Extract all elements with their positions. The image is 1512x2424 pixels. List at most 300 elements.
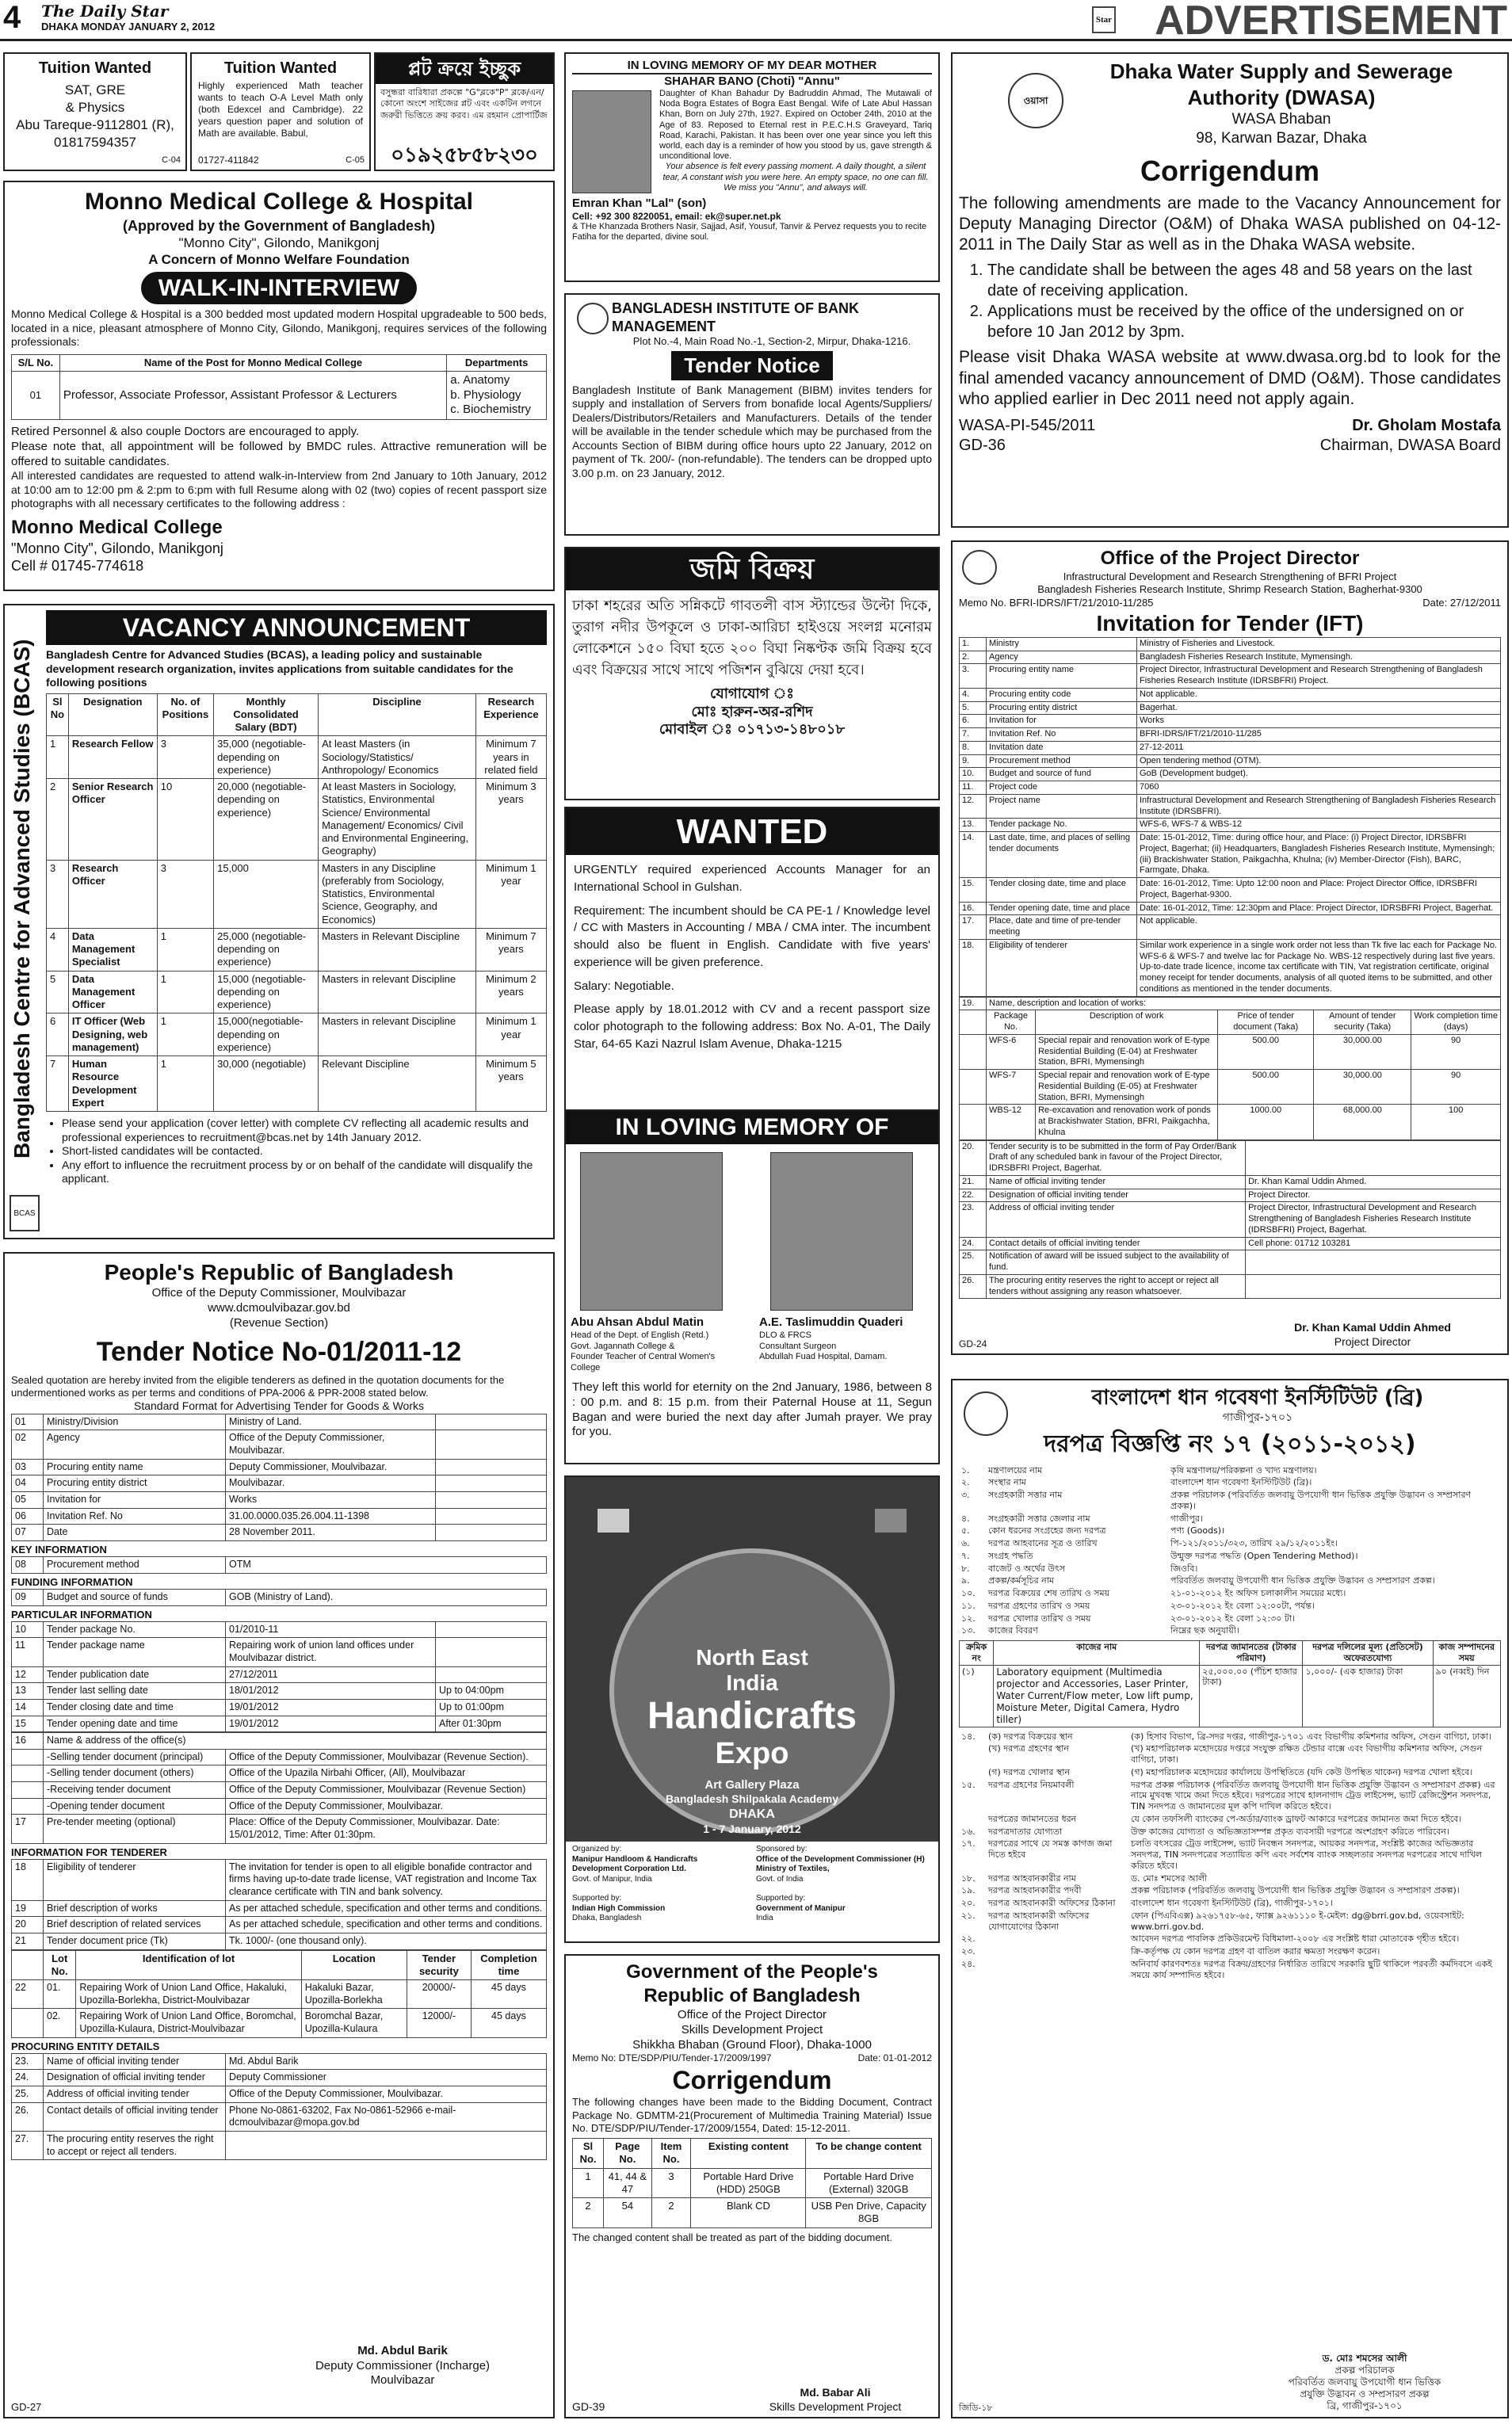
td: Masters in relevant Discipline: [319, 971, 476, 1013]
td: Masters in relevant Discipline: [319, 1013, 476, 1056]
td: Masters in Relevant Discipline: [319, 928, 476, 971]
td: বাজেট ও অর্থের উৎস: [988, 1563, 1065, 1574]
table-row: [12, 1766, 547, 1782]
td: [960, 1070, 987, 1105]
handicrafts-expo-ad: [564, 1475, 940, 1943]
td: দরপত্র আহবানকারীর নাম: [988, 1872, 1076, 1884]
td: [959, 1813, 986, 1826]
td: দরপত্র গ্রহণের নিয়মাবলী: [988, 1779, 1075, 1790]
td: Pre-tender meeting (optional): [44, 1815, 226, 1843]
vacancy-table: [46, 693, 547, 1113]
table-row: [47, 1056, 547, 1112]
td: -Selling tender document (others): [44, 1766, 226, 1782]
td: Not applicable.: [1137, 915, 1501, 940]
ift-details: [959, 637, 1501, 1300]
th: To be change content: [806, 2139, 932, 2169]
ad-subtitle: Office of the Project Director: [677, 2008, 827, 2021]
table-row: [959, 1766, 1501, 1779]
signer-title: পরিবর্তিত জলবায়ু উপযোগী ধান ভিত্তিক: [1288, 2376, 1441, 2388]
td: দরপত্র প্রকল্প পরিচালক (পরিবর্তিত জলবায়ু উপযোগী ধান ভিত্তিক প্রযুক্তি উদ্ভাবন ও সম্প্রসারণ প্রকল্প) এর নামে মুখবন্ধ খামে জমা দিতে হইবে। দরপত্রের সাথে হালনাগাদ ট্রেড লাইসেন্স, ভ্যাট রেজিস্ট্রেশন সনদপত্র, TIN সনদপত্র ও জামানতের মূল কপি দাখিল করিতে হইবে।: [1131, 1779, 1495, 1811]
td: After 01:30pm: [436, 1716, 547, 1732]
td: -Selling tender document (principal): [44, 1749, 226, 1766]
ad-title: VACANCY ANNOUNCEMENT: [46, 610, 547, 645]
expo-city: DHAKA: [729, 1808, 775, 1821]
note: • Any effort to influence the recruitment process by or on behalf of the candidate will disqualify the applicant.: [62, 1159, 547, 1186]
table-row: [959, 1575, 1501, 1587]
td: [436, 1666, 547, 1683]
td: [12, 1782, 44, 1799]
td: Office of the Deputy Commissioner, Moulvibazar (Revenue Section).: [226, 1749, 547, 1766]
table-row: [959, 1537, 1501, 1550]
td: ২১.: [961, 1910, 976, 1921]
dc-tender-ad: [3, 1252, 555, 2418]
signer-title: প্রযুক্তি উদ্ভাবন ও সম্প্রসারণ প্রকল্প: [1300, 2388, 1430, 2399]
table-row: [959, 1513, 1501, 1525]
note: Please note that, all appointment will be followed by BMDC rules. Attractive remuneration will be offered to suitable candidates.: [11, 439, 547, 468]
td: Relevant Discipline: [319, 1056, 476, 1112]
table-row: [12, 1798, 547, 1815]
td: Ministry/Division: [44, 1414, 226, 1430]
td: Address of official inviting tender: [987, 1202, 1246, 1237]
td: 27/12/2011: [226, 1666, 436, 1683]
td: ২৩-০১-২০১২ ইং বেলা ১২:০০টা, পর্যন্ত।: [1170, 1600, 1315, 1611]
td: 2: [47, 779, 69, 861]
td: Procuring entity name: [44, 1459, 226, 1475]
td: Name & address of the office(s): [44, 1733, 547, 1750]
td: 22: [12, 1980, 44, 2009]
td: 13.: [960, 819, 987, 832]
td: 12000/-: [407, 2009, 471, 2037]
signer: Emran Khan "Lal" (son): [572, 196, 707, 210]
td: ২৪.: [961, 1958, 976, 1969]
td: [12, 2009, 44, 2037]
td: (খ) দরপত্র গ্রহণের স্থান: [988, 1743, 1069, 1754]
td: [436, 1638, 547, 1666]
td: Professor, Associate Professor, Assistant Professor & Lecturers: [59, 371, 446, 419]
td: 15: [12, 1716, 44, 1732]
td: Invitation date: [987, 741, 1137, 754]
table-row: [12, 1782, 547, 1799]
td: মন্ত্রণালয়ের নাম: [988, 1464, 1043, 1475]
td: 30,000.00: [1314, 1070, 1411, 1105]
td: Tender opening date and time: [44, 1716, 226, 1732]
table-row: [960, 688, 1501, 701]
ad-title: Dhaka Water Supply and Sewerage Authority (DWASA): [1109, 59, 1453, 109]
td: ১.: [961, 1464, 970, 1475]
table-row: [960, 651, 1501, 664]
dept: b. Physiology: [450, 387, 521, 402]
ad-subtitle: www.dcmoulvibazar.gov.bd: [208, 1300, 350, 1315]
td: [436, 1491, 547, 1508]
contact-label: যোগাযোগ ঃ: [710, 685, 794, 702]
td: [436, 1414, 547, 1430]
td: 06: [12, 1508, 44, 1525]
table-row: [959, 1884, 1501, 1897]
td: ২.: [961, 1477, 970, 1488]
td: ৯.: [961, 1575, 970, 1586]
td: [959, 1743, 986, 1766]
td: WFS-7: [987, 1070, 1036, 1105]
ad-body: Sealed quotation are hereby invited from the eligible tenderers as defined in the quotation documents for the undermentioned works as per terms and conditions of PPA-2006 & PPR-2008 stated below.: [11, 1373, 505, 1399]
td: Designation of official inviting tender: [987, 1189, 1246, 1202]
td: Price of tender document (Taka): [1218, 1010, 1314, 1035]
td: [12, 1798, 44, 1815]
ad-title: জমি বিক্রয়: [566, 548, 938, 590]
table-row: [12, 2102, 547, 2131]
signer: Dr. Khan Kamal Uddin Ahmed: [1294, 1321, 1451, 1334]
table-row: [959, 1550, 1501, 1563]
td: 1000.00: [1218, 1105, 1314, 1139]
td: Deputy Commissioner: [226, 2070, 547, 2086]
td: ১,০০০/- (এক হাজার) টাকা: [1303, 1665, 1433, 1727]
td: সংগ্রহ পদ্ধতি: [988, 1550, 1033, 1561]
date: Date: 27/12/2011: [1422, 596, 1501, 609]
memo: Memo No: DTE/SDP/PIU/Tender-17/2009/1997: [572, 2052, 772, 2064]
td: ২৩-০১-২০১২ ইং বেলা ১২:৩০ টা।: [1170, 1613, 1295, 1624]
ad-paragraph: Salary: Negotiable.: [574, 979, 674, 993]
table-row: [960, 1202, 1501, 1237]
table-row: [960, 1250, 1501, 1275]
table-row: [47, 928, 547, 971]
monno-ad: [3, 181, 555, 591]
th: Sl No.: [573, 2139, 604, 2169]
td: Minimum 2 years: [475, 971, 546, 1013]
td: [959, 1766, 986, 1779]
td: 19/01/2012: [226, 1716, 436, 1732]
th: Designation: [68, 693, 157, 736]
td: Project code: [987, 781, 1137, 795]
td: [12, 1766, 44, 1782]
td: ১৬.: [961, 1826, 976, 1837]
ad-subtitle: Skills Development Project: [681, 2022, 823, 2037]
td: [960, 1105, 987, 1139]
td: আবেদন দরপত্র পাবলিক প্রকিউরমেন্ট বিধিমালা-২০০৮ এর সংশ্লিষ্ট ধারা মোতাবেক গৃহীত হইবে।: [1131, 1933, 1460, 1945]
supporter: Indian High Commission: [572, 1903, 666, 1913]
ad-subtitle: "Monno City", Gilondo, Manikgonj: [178, 235, 380, 250]
ad-body: Bangladesh Centre for Advanced Studies (BCAS), a leading policy and sustainable development research organization, invites applications from suitable candidates for the following positions: [46, 648, 514, 689]
td: 10: [12, 1621, 44, 1638]
td: Deputy Commissioner, Moulvibazar.: [226, 1459, 436, 1475]
signer-title: Skills Development Project: [769, 2399, 902, 2413]
ref: WASA-PI-545/2011: [959, 417, 1096, 434]
corrigendum-heading: Corrigendum: [672, 2066, 832, 2095]
table-row: [960, 902, 1501, 915]
td: Project name: [987, 794, 1137, 819]
table-row: [12, 2053, 547, 2070]
ad-subtitle: (Revenue Section): [229, 1315, 329, 1330]
th: Page No.: [604, 2139, 651, 2169]
td: ২২.: [961, 1933, 976, 1945]
table-row: [12, 1683, 547, 1700]
td: Name, description and location of works:: [987, 997, 1501, 1010]
section-heading: FUNDING INFORMATION: [11, 1575, 133, 1588]
td: Invitation for: [987, 715, 1137, 728]
td: Procurement method: [987, 754, 1137, 768]
poem: Your absence is felt every passing moment. A daily thought, a silent tear, A constant wish you were here. An empty space, no one can fill. We miss you "Annu", and always will.: [662, 162, 929, 193]
td: 54: [604, 2198, 651, 2228]
table-row: [960, 664, 1501, 689]
td: 28 November 2011.: [226, 1525, 436, 1541]
table-row: [960, 1665, 1501, 1727]
portrait-photo: [580, 1152, 723, 1311]
brri-details: [959, 1464, 1501, 1982]
td: Not applicable.: [1137, 688, 1501, 701]
td: The procuring entity reserves the right to accept or reject all tenders without assigning any reason whatsoever.: [987, 1274, 1246, 1299]
td: 01.: [44, 1980, 76, 2009]
organizer-sub: Govt. of Manipur, India: [572, 1874, 652, 1884]
td: দরপত্র আহবানকারী অফিসের ঠিকানা: [988, 1898, 1116, 1908]
table-row: [959, 1587, 1501, 1600]
td: Contact details of official inviting tender: [987, 1237, 1246, 1250]
table-row: [959, 1731, 1501, 1743]
td: Office of the Deputy Commissioner, Moulvibazar (Revenue Section): [226, 1782, 547, 1799]
td: 21: [12, 1933, 44, 1949]
table-row: [47, 736, 547, 779]
ad-subtitle: (Approved by the Government of Bangladesh): [122, 217, 436, 234]
signer-title: Project Director: [1334, 1334, 1411, 1348]
page-header: [0, 0, 1512, 44]
table-row: [12, 1917, 547, 1933]
td: [986, 1958, 1128, 1982]
table-row: [960, 1070, 1501, 1105]
ad-title: বাংলাদেশ ধান গবেষণা ইনস্টিটিউট (ব্রি): [1091, 1386, 1424, 1410]
td: 03: [12, 1459, 44, 1475]
table-row: [12, 2009, 547, 2037]
table-row: [12, 1933, 547, 1949]
table-row: [12, 1666, 547, 1683]
td: ৯০ (নব্বই) দিন: [1433, 1665, 1501, 1727]
td: 08: [12, 1557, 44, 1574]
td: Procuring entity code: [987, 688, 1137, 701]
ad-code: GD-27: [11, 2400, 42, 2413]
table-row: [12, 1525, 547, 1541]
items-table: [959, 1640, 1501, 1727]
address: "Monno City", Gilondo, Manikgonj: [11, 540, 223, 556]
td: Place: Office of the Deputy Commissioner, Moulvibazar. Date: 15/01/2012, Time: After 01:30pm.: [226, 1815, 547, 1843]
td: 15,000(negotiable-depending on experience): [214, 1013, 319, 1056]
td: As per attached schedule, specification and other terms and conditions.: [226, 1900, 547, 1917]
td: 14: [12, 1699, 44, 1716]
bfri-logo: [962, 550, 997, 585]
td: ২০.: [961, 1898, 976, 1908]
ad-title: Government of the People's: [626, 1961, 878, 1983]
td: Minimum 1 year: [475, 860, 546, 928]
table-row: [12, 1950, 547, 1980]
td: Procuring entity district: [987, 701, 1137, 715]
td: 8.: [960, 741, 987, 754]
td: Minimum 1 year: [475, 1013, 546, 1056]
td: 15,000: [214, 860, 319, 928]
memo: Memo No. BFRI-IDRS/IFT/21/2010-11/285: [959, 596, 1154, 609]
td: 21.: [960, 1175, 987, 1189]
person-2: [759, 1315, 934, 1363]
td: 4.: [960, 688, 987, 701]
td: [1246, 1140, 1501, 1175]
td: The procuring entity reserves the right to accept or reject all tenders.: [44, 2131, 226, 2159]
td: 24.: [960, 1237, 987, 1250]
td: দরপত্র আহবানের সূত্র ও তারিখ: [988, 1538, 1098, 1548]
td: Moulvibazar.: [226, 1475, 436, 1492]
signer: Md. Babar Ali: [800, 2386, 871, 2399]
ad-code: GD-39: [572, 2399, 605, 2413]
line: Abu Tareque-9112801 (R),: [16, 117, 174, 133]
td: ১৯.: [961, 1885, 976, 1896]
tender-heading: Tender Notice: [671, 351, 832, 380]
td: [436, 1621, 547, 1638]
th: Sl No: [47, 693, 69, 736]
td: 09: [12, 1589, 44, 1605]
td: -Opening tender document: [44, 1798, 226, 1815]
ad-title: IN LOVING MEMORY OF MY DEAR MOTHER: [572, 59, 932, 74]
table-row: [960, 1641, 1501, 1666]
td: Tender closing date and time: [44, 1699, 226, 1716]
expo-venue: Bangladesh Shilpakala Academy: [665, 1792, 839, 1805]
td: Name of official inviting tender: [44, 2053, 226, 2070]
td: Laboratory equipment (Multimedia projector and Accessories, Laser Printer, Water Current/Flow meter, Low lift pump, Moisture Meter, Digital Camera, Hydro tiller): [994, 1665, 1200, 1727]
ad-paragraph: URGENTLY required experienced Accounts Manager for an International School in Gulshan.: [574, 863, 930, 894]
person-name: Abu Ahsan Abdul Matin: [571, 1315, 704, 1329]
td: ২৩.: [961, 1946, 976, 1956]
signer: ড. মোঃ শমসের আলী: [1322, 2353, 1407, 2364]
td: Agency: [44, 1430, 226, 1459]
td: Minimum 7 years in related field: [475, 736, 546, 779]
wanted-ad: [564, 807, 940, 1114]
expo-line: Handicrafts: [647, 1695, 857, 1737]
ad-title: Monno Medical College & Hospital: [84, 189, 474, 215]
table-row: [12, 1459, 547, 1475]
td: সংগ্রহকারী সত্তার জেলার নাম: [988, 1513, 1090, 1524]
td: ফোন (পিএবিএক্স) ৯২৬১৭৫৮-৬৫, ফ্যাক্স ৯২৬১১১০ ই-মেইল: dg@brri.gov.bd, ওয়েবসাইট: www.brri.gov.bd.: [1131, 1910, 1464, 1932]
td: 05: [12, 1491, 44, 1508]
td: 16.: [960, 902, 987, 915]
td: [1246, 1274, 1501, 1299]
td: (খ) মহাপরিচালক মহোদয়ের দপ্তরে সংযুক্ত রক্ষিত টেন্ডার বাক্সে এবং বিভাগীয় কমিশনার অফিস, সেগুন বাগিচা, ঢাকা।: [1131, 1743, 1483, 1765]
td: Repairing Work of Union Land Office, Hakaluki, Upozilla-Borlekha, District-Moulvibazar: [76, 1980, 301, 2009]
ad-body: Bangladesh Institute of Bank Management (BIBM) invites tenders for supply and installation of Servers from bonafide local Agents/Suppliers/ Dealers/Distributors/Retailers and Manufacturers. Details of the tender will be available in the tender schedule which may be purchased from the Accounts Section of BIBM during office hours upto 22 January, 2012 on payment of Tk. 200/- (non-refundable). The tenders can be dropped upto 3.00 p.m. on 23 January, 2012.: [572, 383, 932, 479]
td: Tender document price (Tk): [44, 1933, 226, 1949]
table-row: [960, 997, 1501, 1010]
td: Procuring entity district: [44, 1475, 226, 1492]
note: • Please send your application (cover letter) with complete CV reflecting all academic results and professional experiences to recruitment@bcas.net by 14th January 2012.: [62, 1117, 547, 1144]
note: • Short-listed candidates will be contacted.: [62, 1144, 547, 1159]
changes-table: [572, 2138, 932, 2228]
ad-title: Office of the Project Director: [1100, 548, 1360, 569]
table-row: [960, 878, 1501, 903]
td: Bagerhat.: [1137, 701, 1501, 715]
td: Human Resource Development Expert: [68, 1056, 157, 1112]
table-row: [959, 1945, 1501, 1958]
td: 15,000 (negotiable-depending on experience): [214, 971, 319, 1013]
td: Repairing work of union land offices under Moulvibazar district.: [226, 1638, 436, 1666]
td: দরপত্রের জামানতের ধরন: [988, 1813, 1077, 1824]
expo-line: Expo: [715, 1737, 789, 1770]
table-row: [960, 1175, 1501, 1189]
td: Contact details of official inviting tender: [44, 2102, 226, 2131]
table-row: [959, 1897, 1501, 1910]
td: Procurement method: [44, 1557, 226, 1574]
dept: c. Biochemistry: [450, 403, 531, 417]
portrait-photo: [770, 1152, 913, 1311]
ad-body: The changed content shall be treated as part of the bidding document.: [572, 2231, 892, 2243]
td: Minimum 5 years: [475, 1056, 546, 1112]
td: দরপত্র বিক্রয়ের শেষ তারিখ ও সময়: [988, 1588, 1110, 1598]
td: পরিবর্তিত জলবায়ু উপযোগী ধান ভিত্তিক প্রযুক্তি উদ্ভাবন ও সম্প্রসারণ প্রকল্প।: [1170, 1575, 1435, 1586]
dateline: DHAKA MONDAY JANUARY 2, 2012: [41, 21, 216, 32]
posts-table: [11, 354, 547, 421]
td: Date: 15-01-2012, Time: during office hour, and Place: (i) Project Director, IDRSBFRI Project, Bagerhat; (ii) Headquarters, Bangladesh Fisheries Research Institute, Mymensingh; (iii) Brackishwater Station, Paikgachha, Khulna; (iv) Member-Director (Fish), BARC, Farmgate, Dhaka.: [1137, 832, 1501, 878]
section-title: ADVERTISEMENT: [1155, 0, 1507, 44]
td: 3: [651, 2168, 691, 2198]
ad-title: IN LOVING MEMORY OF: [566, 1111, 938, 1144]
td: Blank CD: [691, 2198, 806, 2228]
td: 7: [47, 1056, 69, 1112]
th: Monthly Consolidated Salary (BDT): [214, 693, 319, 736]
table-row: [12, 1491, 547, 1508]
th: Name of the Post for Monno Medical College: [59, 354, 446, 371]
td: Project Director.: [1246, 1189, 1501, 1202]
table-row: [960, 701, 1501, 715]
td: ১৮.: [961, 1872, 976, 1884]
td: Eligibility of tenderer: [987, 939, 1137, 996]
table-row: [960, 1274, 1501, 1299]
td: জিওবি।: [1170, 1563, 1198, 1574]
table-row: [959, 1872, 1501, 1885]
ad-body: They left this world for eternity on the 2nd January, 1986, between 8 : 00 p.m. and 8: 15 p.m. from their Paternal House at 11, Segun Bagan and were buried the next day after Jumah prayer. We pray for you.: [572, 1380, 932, 1439]
td: Phone No-0861-63202, Fax No-0861-52966 e-mail-dcmoulvibazar@mopa.gov.bd: [226, 2102, 547, 2131]
ad-body: বসুন্ধরা বারিধারা প্রকল্পে "G"ব্লকে"P" ব্লকে/এন/ কোনো অংশে সাইজের প্লট এবং একটিন লগনে জরুরী ভিত্তিতে ক্রয় করব। এম রহমান প্রোপার্টিজ: [380, 87, 548, 120]
td: অনিবার্য কারণবশতঃ দরপত্র বিক্রয়/গ্রহণের নির্ধারিত তারিখে সরকারি ছুটি থাকিলে পরবর্তী কর্মদিবসে একই সময়ে কার্য সম্পাদিত হইবে।: [1131, 1958, 1493, 1980]
td: Hakaluki Bazar, Upozilla-Borlekha: [301, 1980, 407, 2009]
td: Tender publication date: [44, 1666, 226, 1683]
td: দরপত্র আহবানকারীর পদবী: [988, 1885, 1082, 1896]
td: 19.: [960, 997, 987, 1010]
td: ড. মোঃ শমসের আলী: [1131, 1872, 1208, 1884]
td: 10.: [960, 768, 987, 781]
tuition-lines: [11, 82, 179, 151]
amendment: 2. Applications must be received by the office of the undersigned on or before 10 Jan 2012 by 3pm.: [987, 301, 1501, 342]
table-row: [960, 637, 1501, 651]
india-flag-icon: [598, 1509, 629, 1533]
td: ৬.: [961, 1538, 970, 1548]
tuition-ad-1: [3, 52, 187, 171]
td: [960, 1034, 987, 1069]
table-row: [12, 2131, 547, 2159]
phone: 01727-411842: [198, 155, 259, 166]
person-1: [571, 1315, 745, 1374]
td: Infrastructural Development and Research Strengthening of Bangladesh Fisheries Research Institute (IDRSBFRI).: [1137, 794, 1501, 819]
td: Invitation Ref. No: [987, 728, 1137, 742]
signer: Md. Abdul Barik: [357, 2343, 448, 2357]
td: Office of the Deputy Commissioner, Moulvibazar.: [226, 1430, 436, 1459]
td: Similar work experience in a single work order not less than Tk five lac each for Package No. WFS-6 & WFS-7 and twelve lac for Package No. WBS-12 respectively during last five years. Up-to-date trade licence, income tax certificate with TIN, Vat registration certificate, original money receipt for tender documents, analysis of all quoted items to be submitted, and other conditions as mentioned in the tender documents.: [1137, 939, 1501, 996]
td: 2: [573, 2198, 604, 2228]
table-row: [959, 1813, 1501, 1826]
amendments-list: [987, 260, 1501, 342]
person-line: Consultant Surgeon: [759, 1341, 837, 1351]
td: Md. Abdul Barik: [226, 2053, 547, 2070]
td: 25.: [12, 2086, 44, 2103]
td: 5.: [960, 701, 987, 715]
ad-code: GD-36: [959, 437, 1006, 454]
td: Tender last selling date: [44, 1683, 226, 1700]
td: Data Management Officer: [68, 971, 157, 1013]
note: All interested candidates are requested to attend walk-in-Interview from 2nd January to 10th January, 2012 at 10:00 am to 12:00 pm & 2:pm to 6:pm with full Resume along with 02 (two) copies of recent passport size photographs with all necessary certificates to the following address :: [11, 469, 547, 510]
dwasa-ad: [951, 52, 1509, 528]
ift-heading: Invitation for Tender (IFT): [1096, 610, 1364, 636]
td: 01: [12, 371, 60, 419]
td: Package No.: [987, 1010, 1036, 1035]
ad-code: C-05: [346, 155, 365, 166]
